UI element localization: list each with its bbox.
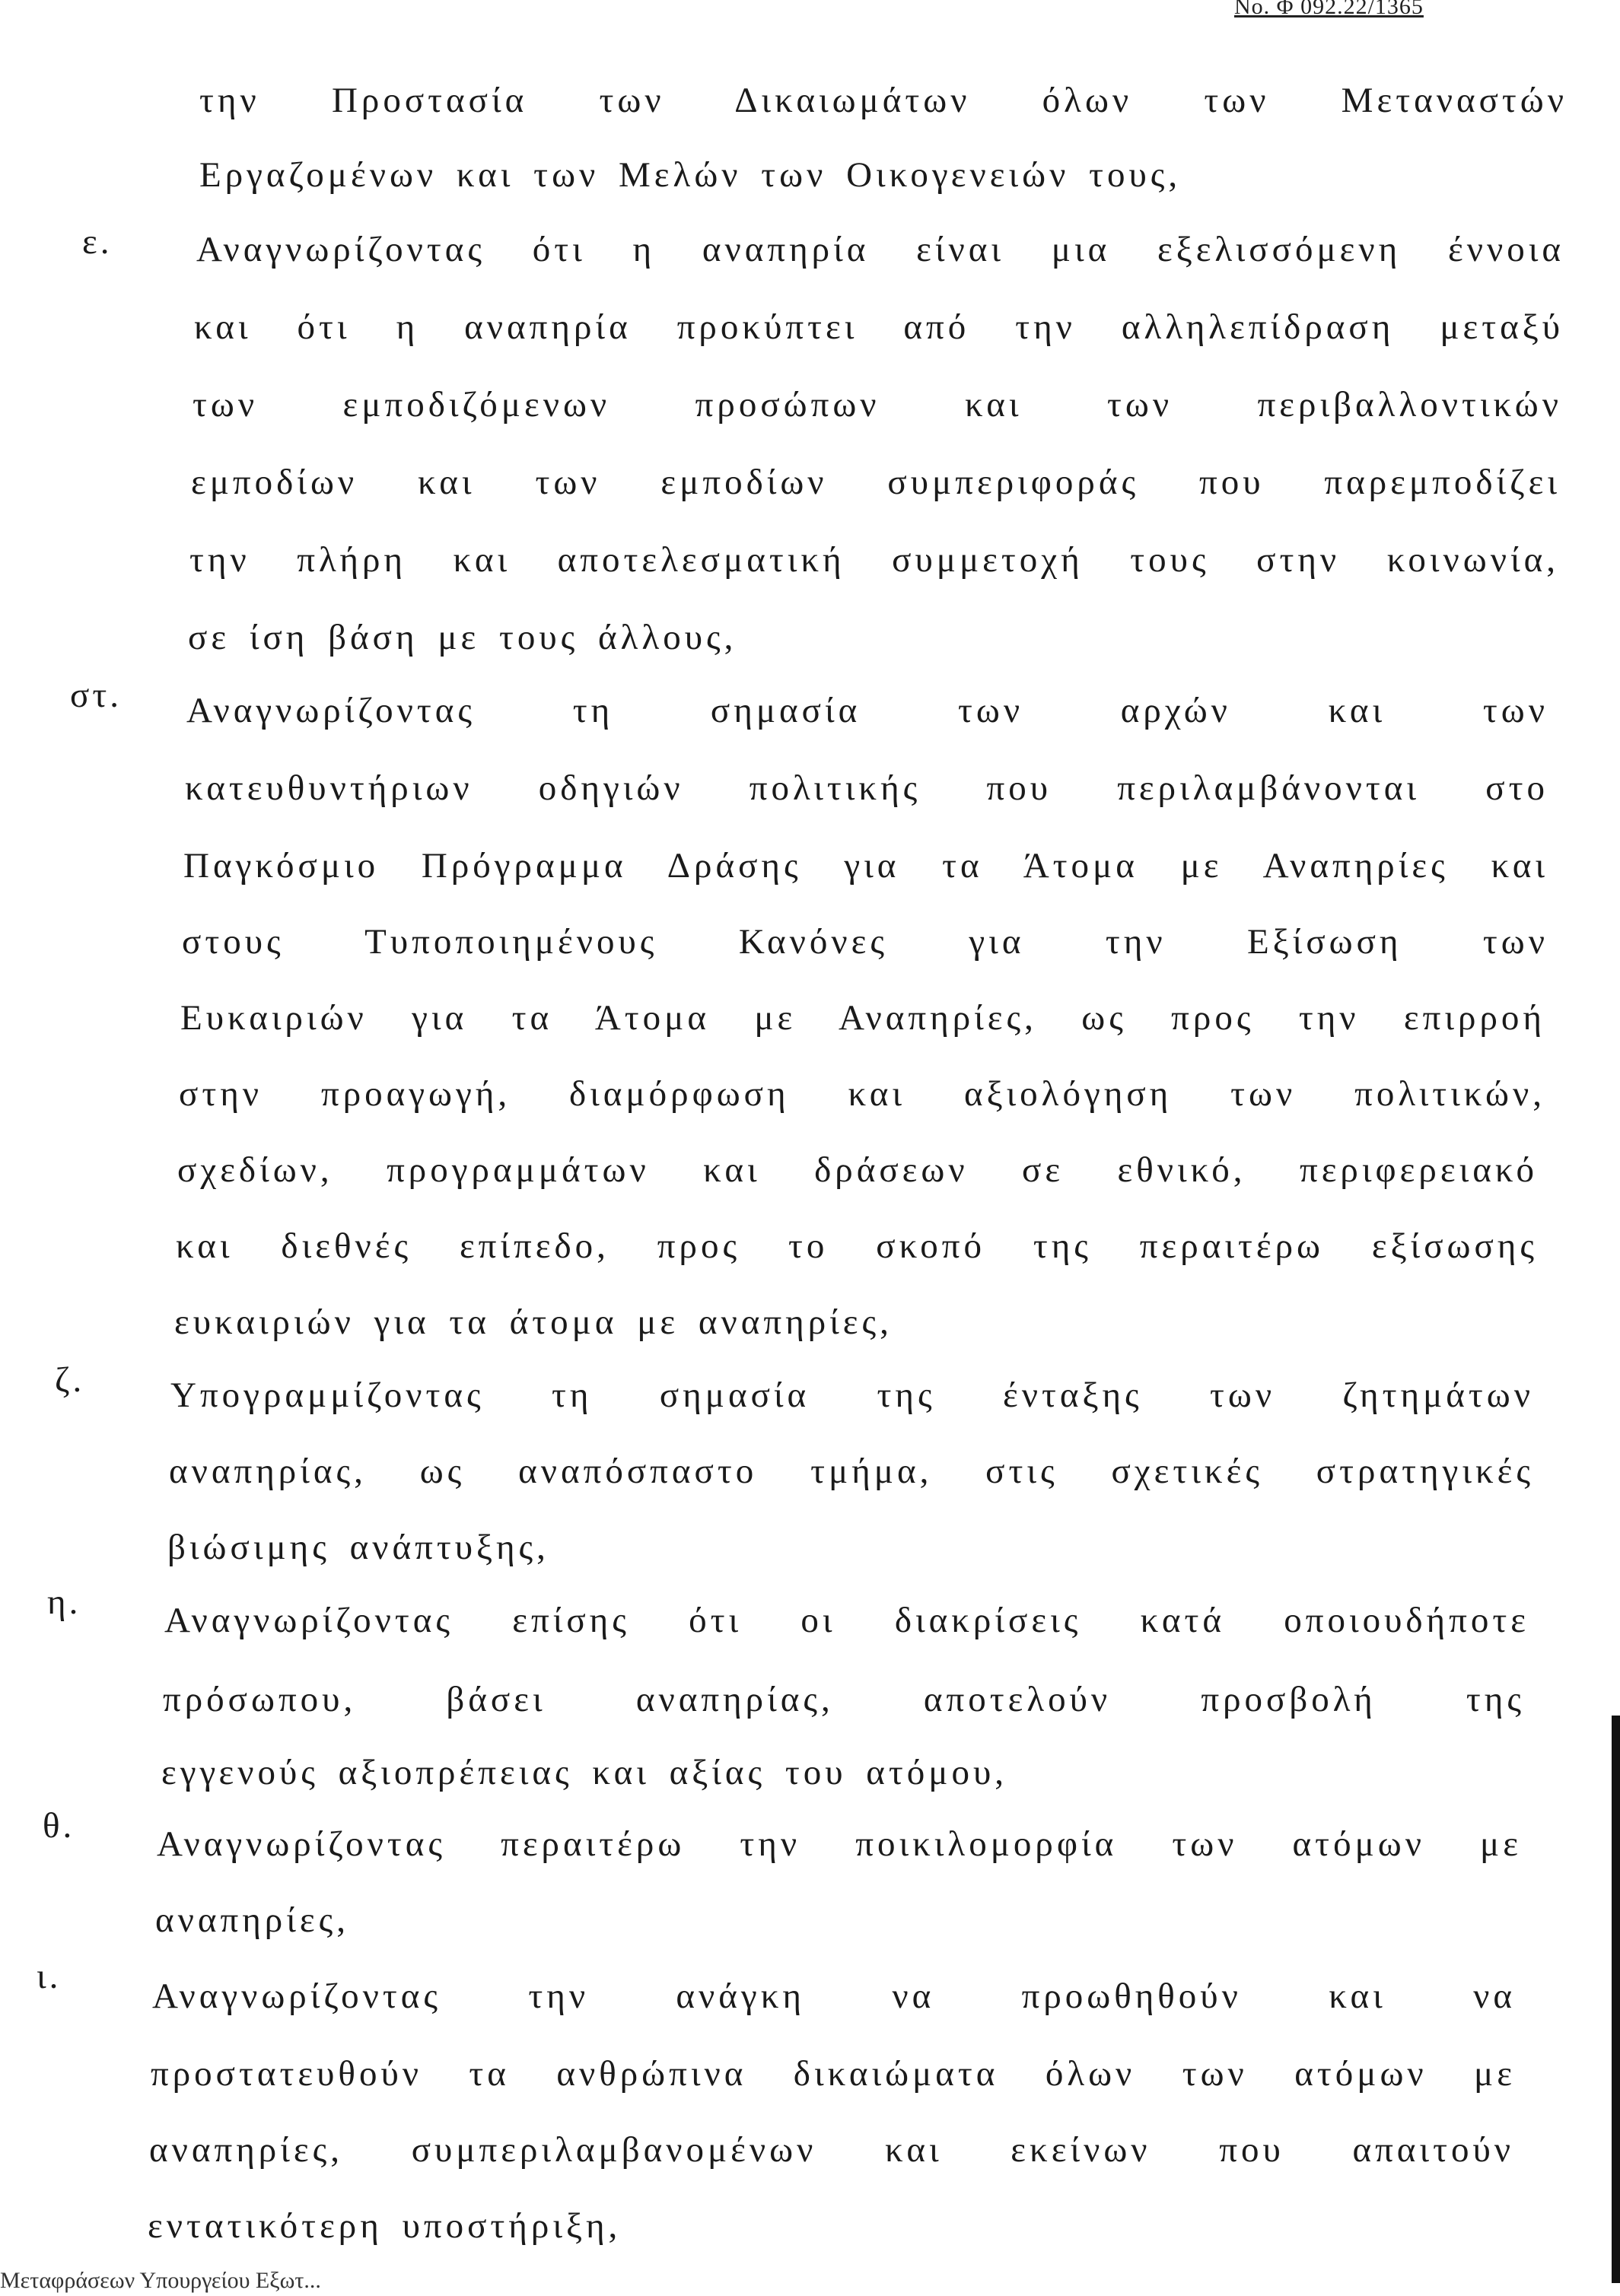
paragraph-line: και ότι η αναπηρία προκύπτει από την αλληλεπίδραση μεταξύ <box>194 307 1564 347</box>
paragraph-line: σε ίση βάση με τους άλλους, <box>188 618 737 657</box>
intro-line: την Προστασία των Δικαιωμάτων όλων των Μεταναστών <box>199 81 1567 120</box>
paragraph-line: στους Τυποποιημένους Κανόνες για την Εξίσωση των <box>182 922 1548 962</box>
paragraph-line: εμποδίων και των εμποδίων συμπεριφοράς που παρεμποδίζει <box>191 463 1561 502</box>
footer-text: Μεταφράσεων Υπουργείου Εξωτ... <box>0 2268 321 2293</box>
paragraph-line: βιώσιμης ανάπτυξης, <box>167 1528 549 1567</box>
paragraph-marker: ε. <box>82 222 113 262</box>
paragraph-line: αναπηρίες, συμπεριλαμβανομένων και εκείνων που απαιτούν <box>149 2130 1514 2170</box>
paragraph-line: αναπηρίες, <box>155 1900 350 1940</box>
scan-edge-shadow <box>1612 1716 1620 2283</box>
intro-line: Εργαζομένων και των Μελών των Οικογενειών τους, <box>199 155 1182 195</box>
paragraph-line: πρόσωπου, βάσει αναπηρίας, αποτελούν προσβολή της <box>163 1680 1525 1719</box>
paragraph-marker: η. <box>47 1582 81 1622</box>
paragraph-line: προστατευθούν τα ανθρώπινα δικαιώματα όλων των ατόμων με <box>151 2054 1516 2094</box>
paragraph-line: εγγενούς αξιοπρέπειας και αξίας του ατόμου, <box>161 1753 1007 1792</box>
paragraph-marker: θ. <box>43 1806 75 1846</box>
document-reference-number: No. Φ 092.22/1365 <box>1234 0 1424 19</box>
paragraph-marker: στ. <box>70 676 122 715</box>
paragraph-line: Αναγνωρίζοντας επίσης ότι οι διακρίσεις κατά οποιουδήποτε <box>164 1601 1529 1640</box>
paragraph-line: εντατικότερη υποστήριξη, <box>148 2206 622 2246</box>
paragraph-marker: ι. <box>37 1957 62 1996</box>
paragraph-line: Υπογραμμίζοντας τη σημασία της ένταξης των ζητημάτων <box>170 1375 1534 1415</box>
paragraph-line: σχεδίων, προγραμμάτων και δράσεων σε εθνικό, περιφερειακό <box>177 1150 1538 1190</box>
paragraph-line: στην προαγωγή, διαμόρφωση και αξιολόγηση των πολιτικών, <box>179 1074 1545 1114</box>
paragraph-line: κατευθυντήριων οδηγιών πολιτικής που περιλαμβάνονται στο <box>185 768 1548 808</box>
paragraph-line: και διεθνές επίπεδο, προς το σκοπό της περαιτέρω εξίσωσης <box>176 1226 1538 1266</box>
paragraph-marker: ζ. <box>55 1360 85 1400</box>
paragraph-line: την πλήρη και αποτελεσματική συμμετοχή τους στην κοινωνία, <box>189 540 1559 580</box>
paragraph-line: Ευκαιριών για τα Άτομα με Αναπηρίες, ως προς την επιρροή <box>180 998 1545 1038</box>
paragraph-line: αναπηρίας, ως αναπόσπαστο τμήμα, στις σχετικές στρατηγικές <box>169 1452 1534 1491</box>
paragraph-line: Αναγνωρίζοντας την ανάγκη να προωθηθούν και να <box>152 1976 1516 2016</box>
paragraph-line: ευκαιριών για τα άτομα με αναπηρίες, <box>174 1302 893 1342</box>
paragraph-line: των εμποδιζόμενων προσώπων και των περιβαλλοντικών <box>193 385 1562 425</box>
paragraph-line: Αναγνωρίζοντας ότι η αναπηρία είναι μια εξελισσόμενη έννοια <box>196 230 1564 269</box>
paragraph-line: Αναγνωρίζοντας περαιτέρω την ποικιλομορφία των ατόμων με <box>157 1824 1522 1864</box>
paragraph-line: Παγκόσμιο Πρόγραμμα Δράσης για τα Άτομα με Αναπηρίες και <box>183 846 1548 886</box>
paragraph-line: Αναγνωρίζοντας τη σημασία των αρχών και των <box>186 691 1548 730</box>
